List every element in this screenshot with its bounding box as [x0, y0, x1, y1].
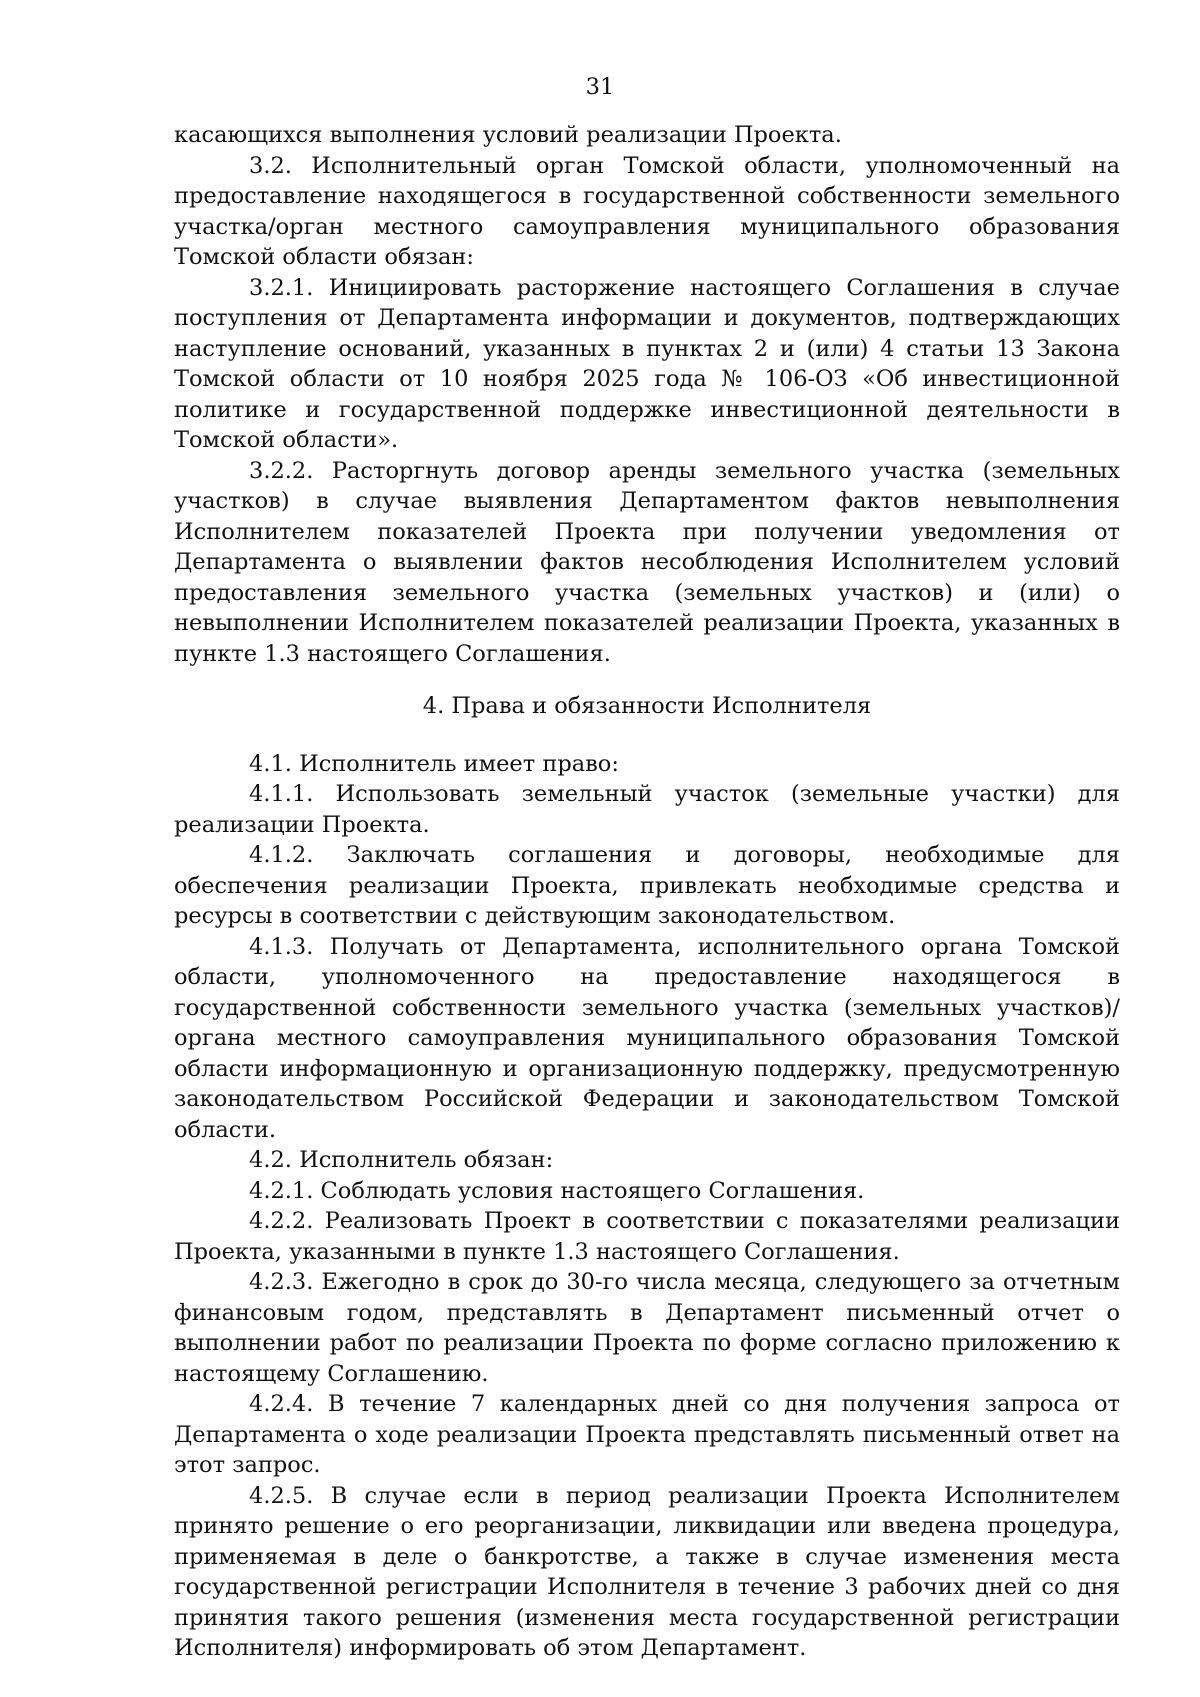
- paragraph: 4.2.4. В течение 7 календарных дней со дня получения запроса от Департамента о ходе реализации Проекта представлять письменный ответ на этот запрос.: [174, 1391, 1120, 1478]
- paragraph: 3.2. Исполнительный орган Томской области, уполномоченный на предоставление находящегося в государственной собственности земельного участка/орган местного самоуправления муниципального образования Томской области обязан:: [174, 152, 1120, 270]
- paragraph: 4.1.3. Получать от Департамента, исполнительного органа Томской области, уполномоченного на предоставление находящегося в государственной собственности земельного участка (земельных участков)/органа местного самоуправления муниципального образования Томской области информационную и организационную поддержку, предусмотренную законодательством Российской Федерации и законодательством Томской области.: [174, 933, 1120, 1143]
- paragraph: касающихся выполнения условий реализации Проекта.: [174, 122, 842, 148]
- paragraph: 4.1.2. Заключать соглашения и договоры, необходимые для обеспечения реализации Проекта, привлекать необходимые средства и ресурсы в соответствии с действующим законодательством.: [174, 842, 1120, 929]
- paragraph: 4.1.1. Использовать земельный участок (земельные участки) для реализации Проекта.: [174, 781, 1120, 838]
- paragraph: 4.2. Исполнитель обязан:: [249, 1147, 554, 1173]
- paragraph: 4.2.3. Ежегодно в срок до 30-го числа месяца, следующего за отчетным финансовым годом, представлять в Департамент письменный отчет о выполнении работ по реализации Проекта по форме согласно приложению к настоящему Соглашению.: [174, 1269, 1120, 1387]
- paragraph: 4.2.5. В случае если в период реализации Проекта Исполнителем принято решение о его реорганизации, ликвидации или введена процедура, применяемая в деле о банкротстве, а также в случае изменения места государственной регистрации Исполнителя в течение 3 рабочих дней со дня принятия такого решения (изменения места государственной регистрации Исполнителя) информировать об этом Департамент.: [174, 1482, 1120, 1661]
- paragraph: 4.1. Исполнитель имеет право:: [249, 750, 619, 777]
- paragraph: 3.2.2. Расторгнуть договор аренды земельного участка (земельных участков) в случае выявления Департаментом фактов невыполнения Исполнителем показателей Проекта при получении уведомления от Департамента о выявлении фактов несоблюдения Исполнителем условий предоставления земельного участка (земельных участков) и (или) о невыполнении Исполнителем показателей реализации Проекта, указанных в пункте 1.3 настоящего Соглашения.: [174, 457, 1120, 667]
- paragraph: 4.2.1. Соблюдать условия настоящего Соглашения.: [249, 1177, 865, 1204]
- document-body: [174, 120, 1120, 1664]
- section-heading: 4. Права и обязанности Исполнителя: [422, 693, 872, 719]
- page-number: 31: [585, 74, 615, 100]
- paragraph: 3.2.1. Инициировать расторжение настоящего Соглашения в случае поступления от Департамента информации и документов, подтверждающих наступление оснований, указанных в пунктах 2 и (или) 4 статьи 13 Закона Томской области от 10 ноября 2025 года № 106-ОЗ «Об инвестиционной политике и государственной поддержке инвестиционной деятельности в Томской области».: [174, 274, 1120, 453]
- paragraph: 4.2.2. Реализовать Проект в соответствии с показателями реализации Проекта, указанными в пункте 1.3 настоящего Соглашения.: [174, 1208, 1120, 1265]
